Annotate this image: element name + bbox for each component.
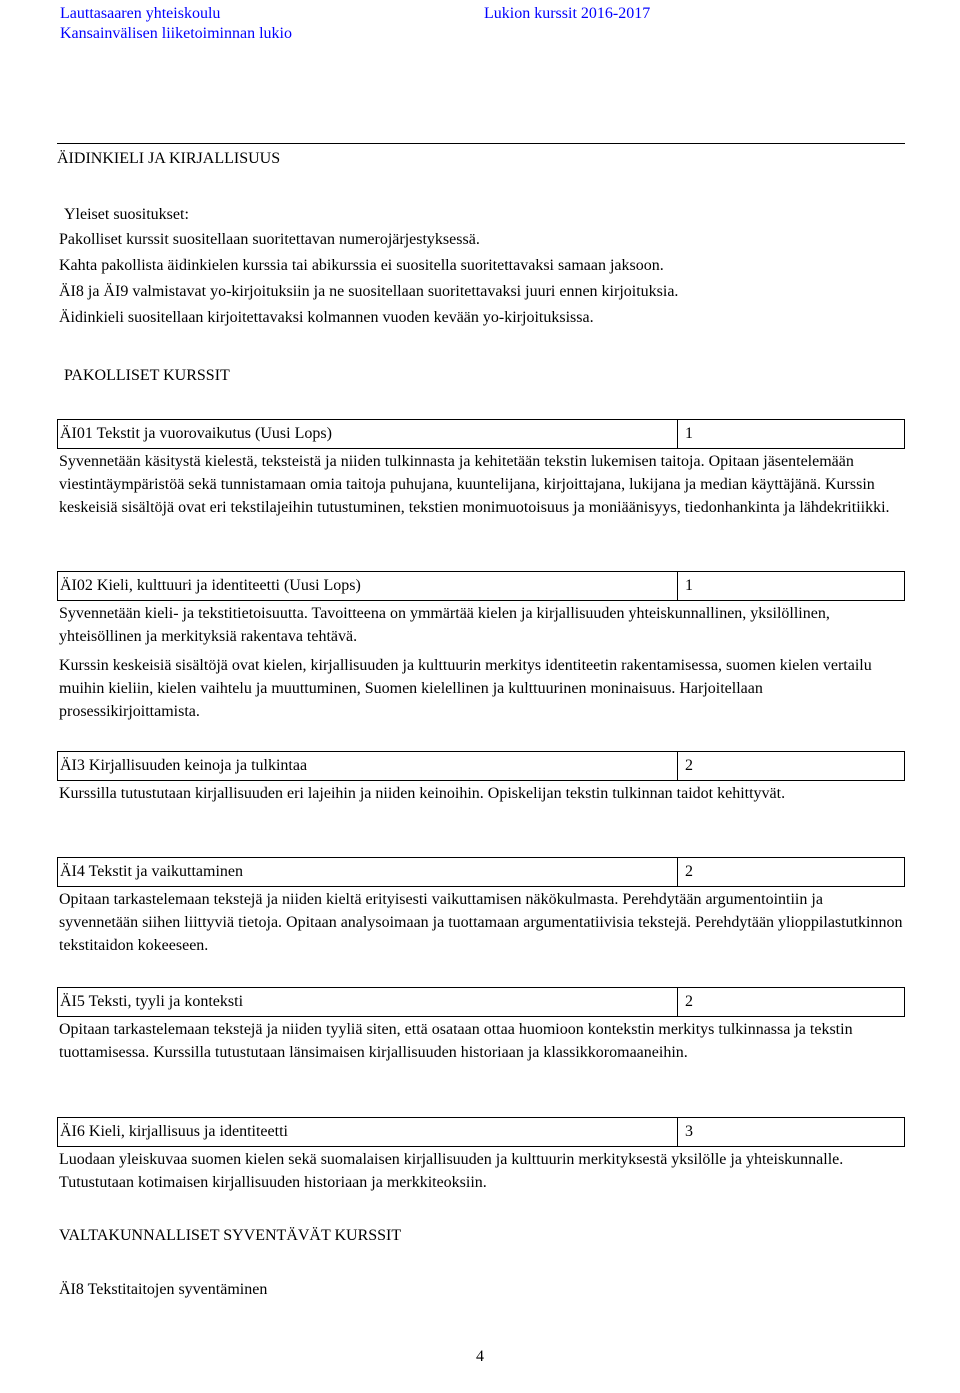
course-divider <box>677 752 678 780</box>
course-header-ai5 <box>57 987 905 1017</box>
course-divider <box>677 572 678 600</box>
course-credits: 3 <box>685 1123 693 1140</box>
course-description-ai5 <box>59 1018 904 1070</box>
course-header-ai6 <box>57 1117 905 1147</box>
course-divider <box>677 420 678 448</box>
course-paragraph: Opitaan tarkastelemaan tekstejä ja niiden kieltä erityisesti vaikuttamisen näkökulmasta. Perehdytään argumentointiin ja syvennetään siihen liittyviä tietoja. Opitaan analysoimaan ja tuottamaan argumentatiivisia tekstejä. Perehdytään ylioppilastutkinnon tekstitaidon kokeeseen. <box>59 891 903 954</box>
header-school <box>60 4 292 44</box>
course-name: ÄI02 Kieli, kulttuuri ja identiteetti (Uusi Lops) <box>60 577 361 594</box>
course-credits: 2 <box>685 993 693 1010</box>
header-rule <box>57 143 905 144</box>
course-header-ai4 <box>57 857 905 887</box>
course-description-ai01 <box>59 450 904 525</box>
course-paragraph: Syvennetään kieli- ja tekstitietoisuutta. Tavoitteena on ymmärtää kielen ja kirjallisuuden yhteiskunnallinen, yksilöllinen, yhteisöllinen ja merkityksiä rakentava tehtävä. <box>59 605 830 645</box>
course-divider <box>677 988 678 1016</box>
section-title: ÄIDINKIELI JA KIRJALLISUUS <box>57 150 281 167</box>
recommendation-line: Äidinkieli suositellaan kirjoitettavaksi kolmannen vuoden kevään yo-kirjoituksissa. <box>59 309 594 326</box>
course-credits: 2 <box>685 863 693 880</box>
course-header-ai01 <box>57 419 905 449</box>
course-paragraph: Syvennetään käsitystä kielestä, teksteistä ja niiden tulkinnasta ja kehitetään tekstin lukemisen taitoja. Opitaan jäsentelemään viestintäympäristöä sekä tunnistamaan omia taitoja puhujana, kuuntelijana, kirjoittajana, lukijana ja median käyttäjänä. Kurssin keskeisiä sisältöjä ovat eri tekstilajeihin tutustuminen, tekstien monimuotoisuus ja moniäänisyys, tiedonhankinta ja lähdekritiikki. <box>59 453 890 516</box>
course-divider <box>677 1118 678 1146</box>
header-school-name: Lauttasaaren yhteiskoulu <box>60 5 221 22</box>
course-name: ÄI01 Tekstit ja vuorovaikutus (Uusi Lops) <box>60 425 332 442</box>
course-description-ai02 <box>59 602 904 729</box>
page-number: 4 <box>476 1348 484 1365</box>
advanced-course-item: ÄI8 Tekstitaitojen syventäminen <box>59 1281 268 1298</box>
header-school-program: Kansainvälisen liiketoiminnan lukio <box>60 25 292 42</box>
course-name: ÄI3 Kirjallisuuden keinoja ja tulkintaa <box>60 757 308 774</box>
course-name: ÄI6 Kieli, kirjallisuus ja identiteetti <box>60 1123 288 1140</box>
advanced-courses-heading: VALTAKUNNALLISET SYVENTÄVÄT KURSSIT <box>59 1227 402 1244</box>
course-divider <box>677 858 678 886</box>
recommendations-heading: Yleiset suositukset: <box>64 206 189 223</box>
course-description-ai4 <box>59 888 904 963</box>
course-credits: 2 <box>685 757 693 774</box>
header-year: Lukion kurssit 2016-2017 <box>484 5 651 22</box>
course-description-ai6 <box>59 1148 904 1200</box>
course-paragraph: Luodaan yleiskuvaa suomen kielen sekä suomalaisen kirjallisuuden ja kulttuurin merkityksestä yksilölle ja yhteiskunnalle. Tutustutaan kotimaisen kirjallisuuden historiaan ja merkkiteoksiin. <box>59 1151 844 1191</box>
course-header-ai02 <box>57 571 905 601</box>
course-credits: 1 <box>685 577 693 594</box>
course-name: ÄI5 Teksti, tyyli ja konteksti <box>60 993 244 1010</box>
course-header-ai3 <box>57 751 905 781</box>
course-name: ÄI4 Tekstit ja vaikuttaminen <box>60 863 243 880</box>
recommendation-line: Pakolliset kurssit suositellaan suoritettavan numerojärjestyksessä. <box>59 231 480 248</box>
course-paragraph: Opitaan tarkastelemaan tekstejä ja niiden tyyliä siten, että osataan ottaa huomioon kontekstin merkitys tulkinnassa ja tekstin tuottamisessa. Kurssilla tutustutaan länsimaisen kirjallisuuden historiaan ja klassikkoromaaneihin. <box>59 1021 853 1061</box>
mandatory-courses-heading: PAKOLLISET KURSSIT <box>64 367 230 384</box>
course-credits: 1 <box>685 425 693 442</box>
course-description-ai3 <box>59 782 904 811</box>
course-paragraph: Kurssin keskeisiä sisältöjä ovat kielen, kirjallisuuden ja kulttuurin merkitys identiteetin rakentamisessa, suomen kielen vertailu muihin kieliin, kielen vaihtelu ja muuttuminen, Suomen kielellinen ja kulttuurinen moninaisuus. Harjoitellaan prosessikirjoittamista. <box>59 657 872 720</box>
course-paragraph: Kurssilla tutustutaan kirjallisuuden eri lajeihin ja niiden keinoihin. Opiskelijan tekstin tulkinnan taidot kehittyvät. <box>59 785 786 802</box>
recommendation-line: Kahta pakollista äidinkielen kurssia tai abikurssia ei suositella suoritettavaksi samaan jaksoon. <box>59 257 664 274</box>
recommendation-line: ÄI8 ja ÄI9 valmistavat yo-kirjoituksiin ja ne suositellaan suoritettavaksi juuri ennen kirjoituksia. <box>59 283 679 300</box>
